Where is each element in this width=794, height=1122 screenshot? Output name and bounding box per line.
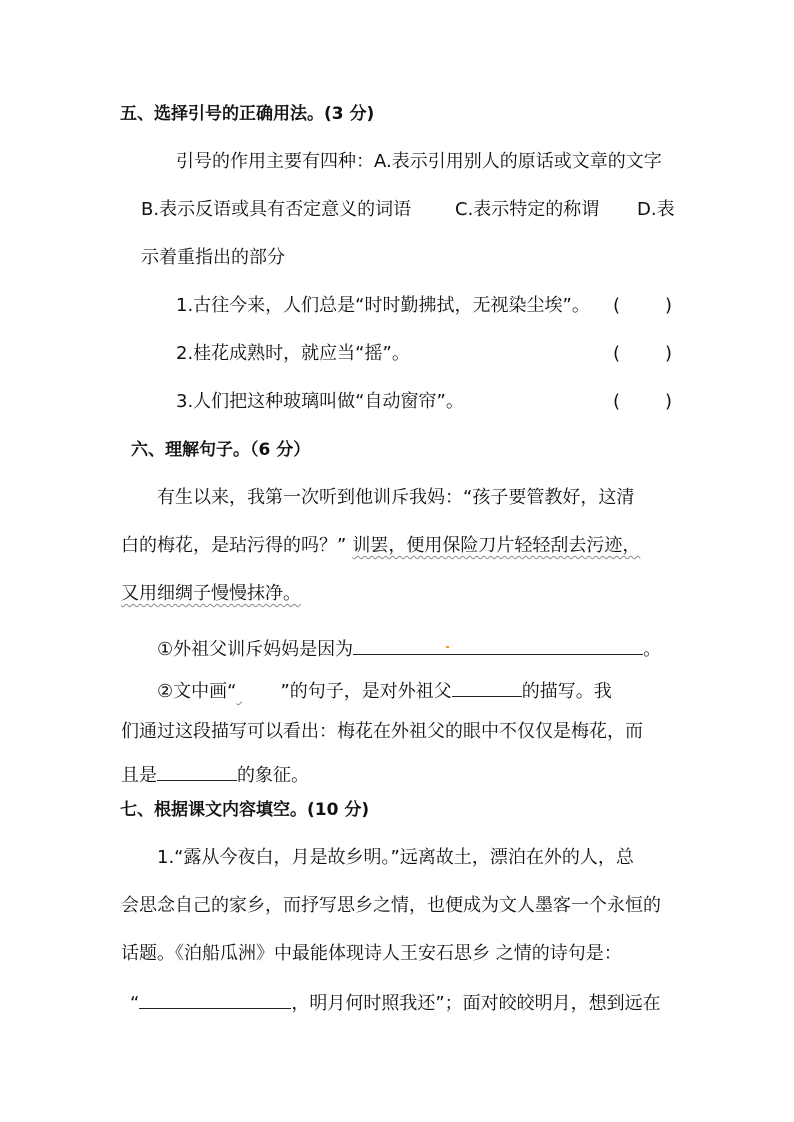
question-5-2: 2.桂花成熟时，就应当“摇”。 (176, 343, 410, 364)
passage-line-2-quote: 白的梅花，是玷污得的吗？” (121, 535, 347, 556)
passage-line-1: 有生以来，我第一次听到他训斥我妈：“孩子要管教好，这清 (157, 487, 635, 508)
section-5-intro-line-3: 示着重指出的部分 (141, 247, 285, 268)
question-5-3: 3.人们把这种玻璃叫做“自动窗帘”。 (176, 391, 464, 412)
section-5-option-d-start: D.表 (637, 199, 675, 220)
answer-blank-6-2a[interactable] (452, 678, 522, 697)
section-7-line-4-suffix: ，明月何时照我还”；面对皎皎明月，想到远在 (291, 993, 661, 1014)
passage-line-3 (121, 582, 301, 606)
answer-paren-close-5-2: ) (665, 343, 673, 364)
question-6-2-line-3 (121, 762, 309, 788)
stray-mark (446, 646, 449, 648)
question-6-2-part-b: ”的句子，是对外祖父 (280, 681, 452, 702)
question-6-2 (157, 678, 612, 704)
question-6-2-part-a: ②文中画“ (157, 681, 237, 702)
passage-line-3-underlined: 又用细绸子慢慢抹净。 (121, 583, 301, 604)
answer-paren-open-5-3: ( (613, 391, 621, 412)
answer-paren-close-5-1: ) (665, 295, 673, 316)
section-5-intro-line-1: 引号的作用主要有四种：A.表示引用别人的原话或文章的文字 (176, 151, 662, 172)
passage-line-2-underlined: 训罢，便用保险刀片轻轻刮去污迹， (352, 535, 641, 556)
section-7-line-4-prefix: “ (130, 993, 140, 1014)
section-5-heading: 五、选择引号的正确用法。(3 分) (120, 104, 375, 124)
answer-paren-close-5-3: ) (665, 391, 673, 412)
passage-line-2 (121, 534, 640, 558)
question-6-1 (157, 636, 661, 662)
section-7-line-2: 会思念自己的家乡，而抒写思乡之情，也便成为文人墨客一个永恒的 (121, 895, 661, 916)
answer-blank-7-1[interactable] (139, 990, 291, 1009)
section-5-option-c: C.表示特定的称谓 (455, 199, 600, 220)
answer-slot-5-3[interactable] (628, 389, 664, 413)
section-7-line-4 (130, 990, 661, 1016)
question-5-1: 1.古往今来，人们总是“时时勤拂拭，无视染尘埃”。 (176, 295, 590, 316)
section-6-heading: 六、理解句子。（6 分） (131, 440, 311, 460)
question-6-2-line-3-prefix: 且是 (121, 765, 157, 786)
answer-blank-6-2b[interactable] (157, 762, 237, 781)
question-6-2-line-2: 们通过这段描写可以看出：梅花在外祖父的眼中不仅仅是梅花，而 (121, 721, 643, 742)
answer-paren-open-5-2: ( (613, 343, 621, 364)
question-6-2-part-c: 的描写。我 (521, 681, 612, 702)
question-6-1-prefix: ①外祖父训斥妈妈是因为 (157, 639, 354, 660)
answer-blank-6-1[interactable] (353, 636, 643, 655)
question-6-1-suffix: 。 (643, 639, 662, 660)
section-7-heading: 七、根据课文内容填空。(10 分) (120, 800, 370, 820)
section-7-line-3: 话题。《泊船瓜洲》中最能体现诗人王安石思乡 之情的诗句是： (121, 943, 622, 964)
answer-slot-5-2[interactable] (628, 341, 664, 365)
section-5-option-b: B.表示反语或具有否定意义的词语 (141, 199, 412, 220)
wavy-line-sample (236, 680, 280, 704)
answer-paren-open-5-1: ( (613, 295, 621, 316)
answer-slot-5-1[interactable] (628, 293, 664, 317)
question-6-2-line-3-suffix: 的象征。 (237, 765, 309, 786)
section-7-line-1: 1.“露从今夜白，月是故乡明。”远离故土，漂泊在外的人，总 (157, 847, 634, 868)
